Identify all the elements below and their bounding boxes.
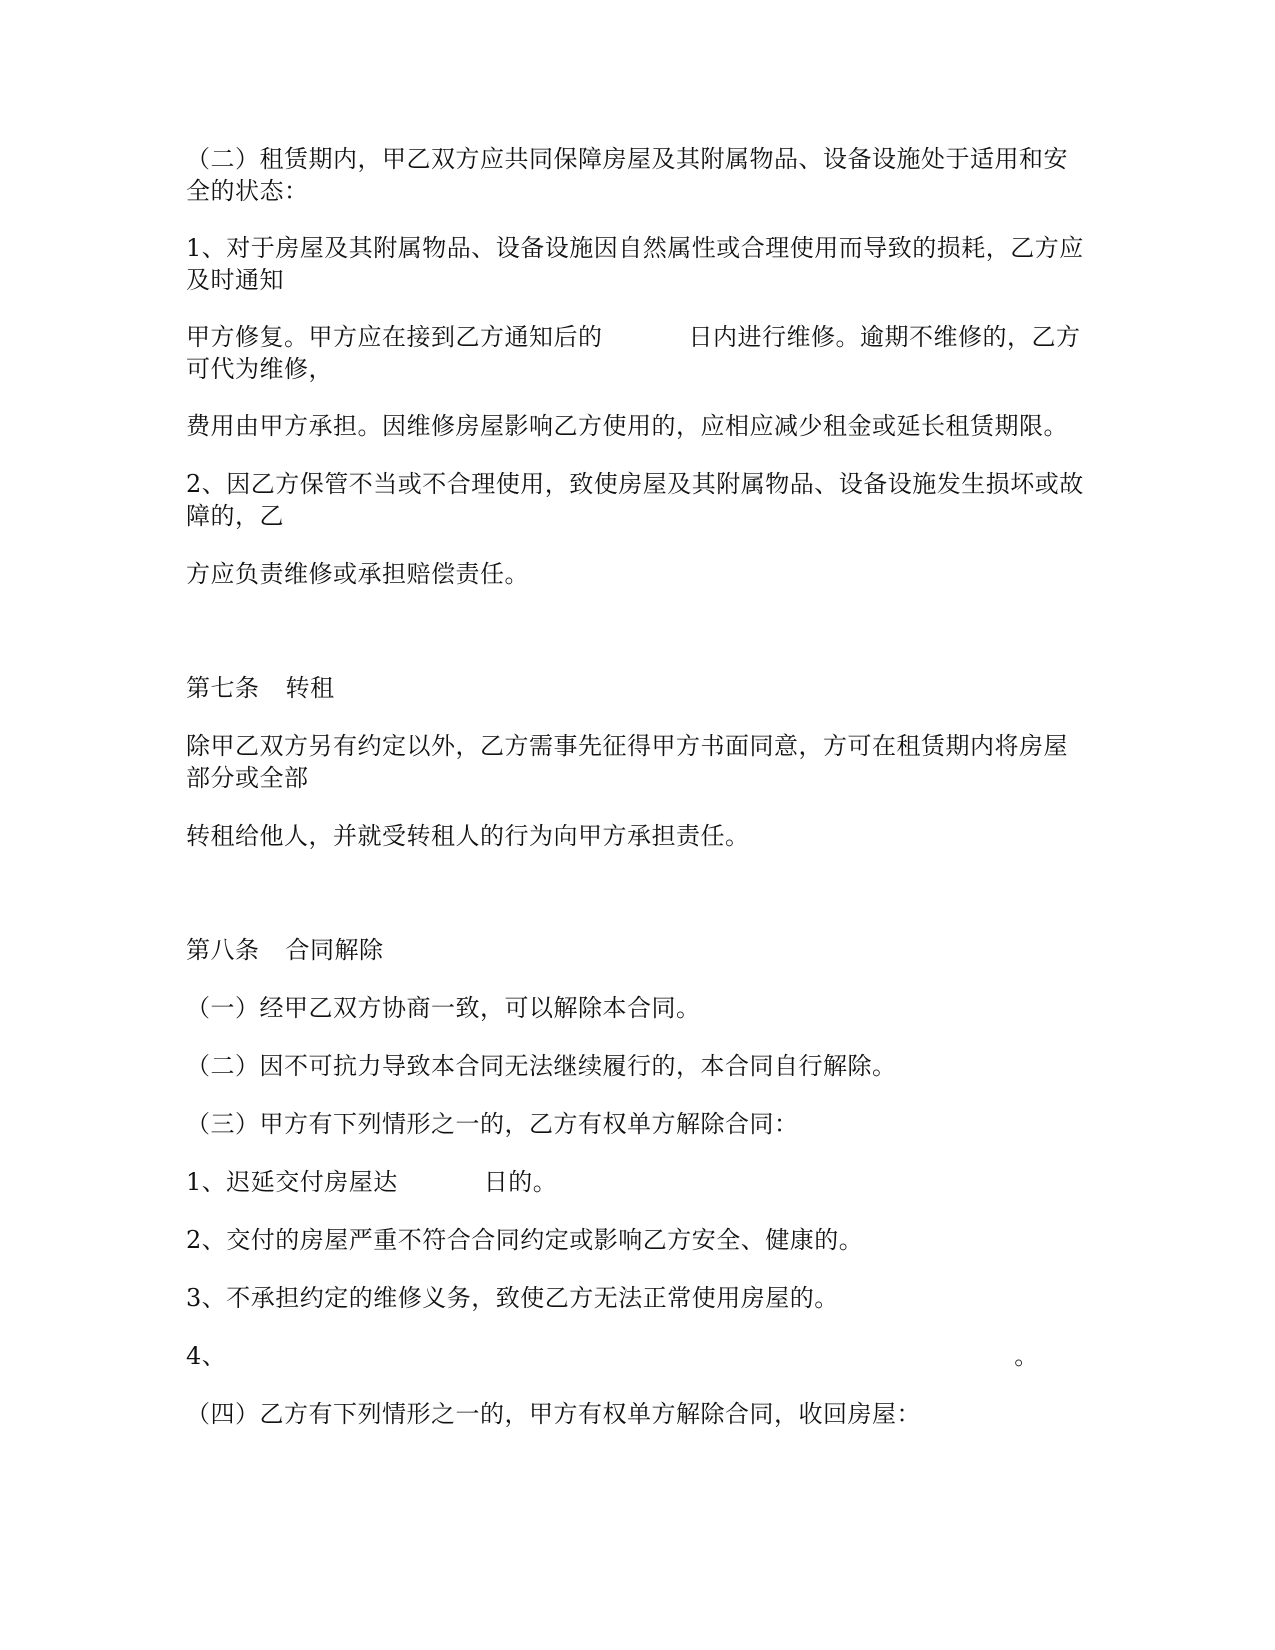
paragraph-line: 部分或全部: [186, 764, 309, 792]
paragraph-line: 可代为维修，: [186, 355, 333, 383]
paragraph-line: 2、因乙方保管不当或不合理使用，致使房屋及其附属物品、设备设施发生损坏或故: [186, 470, 1084, 498]
paragraph-line: 除甲乙双方另有约定以外，乙方需事先征得甲方书面同意，方可在租赁期内将房屋: [186, 732, 1068, 760]
text-segment: 日的。: [483, 1168, 558, 1196]
paragraph-line: 及时通知: [186, 266, 284, 294]
text-segment: 。: [1014, 1342, 1039, 1370]
text-segment: 4、: [186, 1342, 227, 1370]
article-title: 转租: [285, 674, 335, 702]
article-number: 第七条: [186, 674, 260, 702]
paragraph-line: 方应负责维修或承担赔偿责任。: [186, 560, 529, 588]
article-title: 合同解除: [285, 936, 384, 964]
text-segment: 日内进行维修。逾期不维修的，乙方: [688, 323, 1081, 351]
item-line: 3、不承担约定的维修义务，致使乙方无法正常使用房屋的。: [186, 1284, 839, 1312]
paragraph-line: 障的，乙: [186, 502, 284, 530]
text-segment: 甲方修复。甲方应在接到乙方通知后的: [186, 323, 603, 351]
article-heading: [186, 934, 384, 966]
item-line: [186, 1340, 1039, 1372]
paragraph-line: 转租给他人，并就受转租人的行为向甲方承担责任。: [186, 822, 750, 850]
article-heading: [186, 672, 335, 704]
clause-line: （一）经甲乙双方协商一致，可以解除本合同。: [186, 994, 701, 1022]
paragraph-line: [186, 321, 1081, 353]
clause-line: （二）因不可抗力导致本合同无法继续履行的，本合同自行解除。: [186, 1052, 897, 1080]
article-number: 第八条: [186, 936, 260, 964]
paragraph-line: 1、对于房屋及其附属物品、设备设施因自然属性或合理使用而导致的损耗，乙方应: [186, 234, 1084, 262]
paragraph-line: 费用由甲方承担。因维修房屋影响乙方使用的，应相应减少租金或延长租赁期限。: [186, 412, 1068, 440]
clause-line: （四）乙方有下列情形之一的，甲方有权单方解除合同，收回房屋：: [186, 1400, 921, 1428]
item-line: 2、交付的房屋严重不符合合同约定或影响乙方安全、健康的。: [186, 1226, 864, 1254]
paragraph-line: （二）租赁期内，甲乙双方应共同保障房屋及其附属物品、设备设施处于适用和安: [186, 145, 1068, 173]
clause-line: （三）甲方有下列情形之一的，乙方有权单方解除合同：: [186, 1110, 799, 1138]
item-line: [186, 1166, 557, 1198]
paragraph-line: 全的状态：: [186, 177, 309, 205]
text-segment: 1、迟延交付房屋达: [186, 1168, 398, 1196]
